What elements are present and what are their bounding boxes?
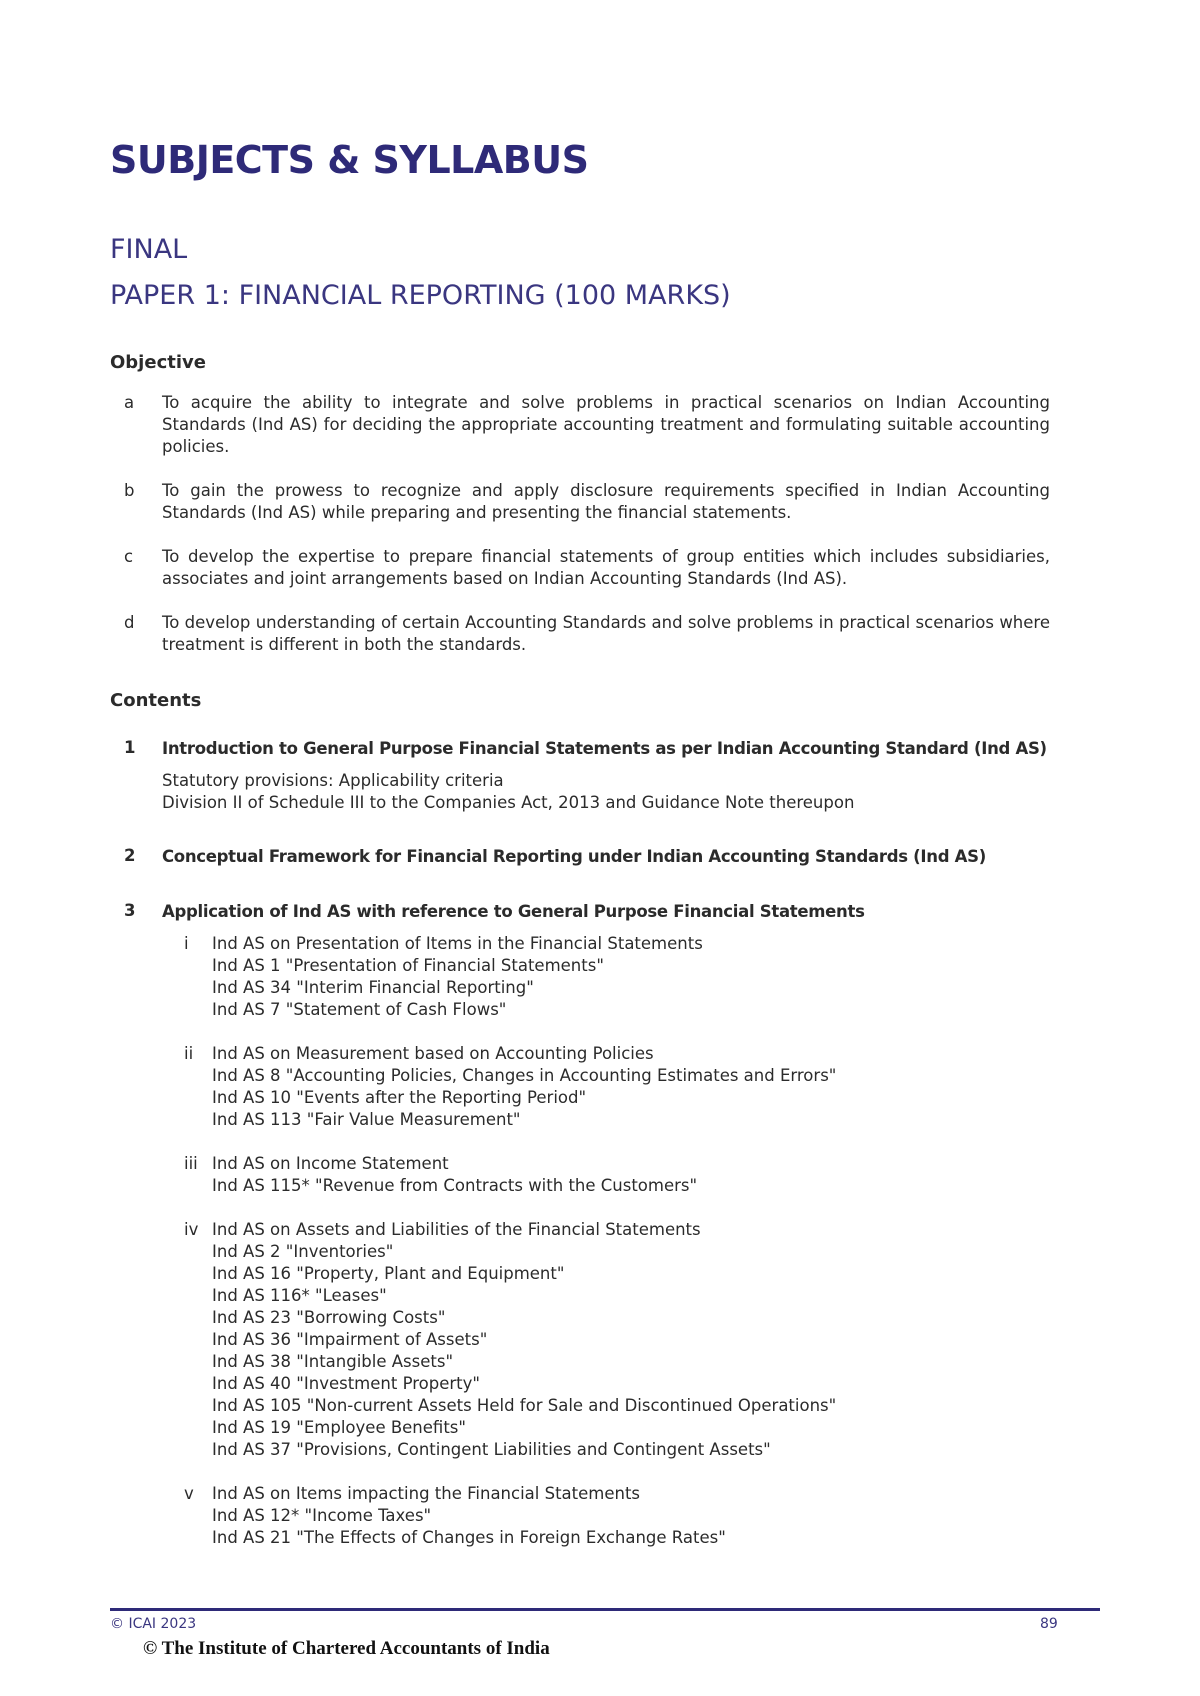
subsection-line: Ind AS 21 "The Effects of Changes in Foreign Exchange Rates" <box>212 1528 726 1547</box>
subsection-line: Ind AS 23 "Borrowing Costs" <box>212 1308 446 1327</box>
subsection-line: Ind AS 115* "Revenue from Contracts with the Customers" <box>212 1176 698 1195</box>
contents-number: 1 <box>124 738 136 757</box>
subsection-line: Ind AS 37 "Provisions, Contingent Liabilities and Contingent Assets" <box>212 1440 771 1459</box>
contents-lines <box>162 770 1110 814</box>
subsection-numeral: iii <box>184 1154 198 1173</box>
subsection-line: Ind AS 38 "Intangible Assets" <box>212 1352 454 1371</box>
contents-item <box>110 738 1110 814</box>
objective-text: To develop understanding of certain Accounting Standards and solve problems in practical scenarios where treatment is different in both the standards. <box>162 613 1050 654</box>
subsection-numeral: ii <box>184 1044 194 1063</box>
contents-title: Introduction to General Purpose Financial Statements as per Indian Accounting Standard (Ind AS) <box>162 739 1047 758</box>
paper-heading: PAPER 1: FINANCIAL REPORTING (100 MARKS) <box>110 280 731 311</box>
objective-text: To acquire the ability to integrate and solve problems in practical scenarios on Indian Accounting Standards (Ind AS) for deciding the appropriate accounting treatment and formulating suitable accounting policies. <box>162 393 1050 456</box>
subsection <box>110 1219 1010 1461</box>
contents-number: 3 <box>124 901 136 920</box>
contents-heading: Contents <box>110 690 202 711</box>
subsection <box>110 1483 1010 1549</box>
subsection-line: Ind AS 19 "Employee Benefits" <box>212 1418 466 1437</box>
objective-item <box>110 546 1050 590</box>
objective-letter: a <box>124 393 135 412</box>
contents-title: Application of Ind AS with reference to General Purpose Financial Statements <box>162 902 865 921</box>
subsection-line: Ind AS on Income Statement <box>212 1154 449 1173</box>
subsection <box>110 1153 1010 1197</box>
objective-item <box>110 612 1050 656</box>
subsection-line: Ind AS 12* "Income Taxes" <box>212 1506 432 1525</box>
subsection-line: Ind AS 40 "Investment Property" <box>212 1374 480 1393</box>
subsection-lines <box>212 933 1010 1021</box>
subsection-line: Ind AS on Assets and Liabilities of the Financial Statements <box>212 1220 701 1239</box>
subsection-line: Ind AS 116* "Leases" <box>212 1286 387 1305</box>
objective-letter: c <box>124 547 134 566</box>
objective-letter: b <box>124 481 135 500</box>
subsection-line: Ind AS 7 "Statement of Cash Flows" <box>212 1000 507 1019</box>
subsection-lines <box>212 1153 1010 1197</box>
objective-item <box>110 480 1050 524</box>
subsection-lines <box>212 1043 1010 1131</box>
footer-divider <box>110 1608 1100 1611</box>
contents-item <box>110 846 1110 868</box>
contents-line: Division II of Schedule III to the Companies Act, 2013 and Guidance Note thereupon <box>162 793 855 812</box>
objective-item <box>110 392 1050 458</box>
subsection-line: Ind AS 34 "Interim Financial Reporting" <box>212 978 534 997</box>
contents-item <box>110 901 1110 923</box>
subsection-lines <box>212 1483 1010 1549</box>
subsection <box>110 933 1010 1021</box>
subsection-numeral: v <box>184 1484 194 1503</box>
contents-line: Statutory provisions: Applicability criteria <box>162 771 504 790</box>
objective-list <box>110 392 1050 678</box>
subsection-line: Ind AS on Items impacting the Financial Statements <box>212 1484 641 1503</box>
subsection <box>110 1043 1010 1131</box>
subsection-line: Ind AS on Presentation of Items in the Financial Statements <box>212 934 703 953</box>
footer-copyright: © ICAI 2023 <box>110 1616 197 1632</box>
subsection-numeral: i <box>184 934 189 953</box>
objective-letter: d <box>124 613 135 632</box>
page-number: 89 <box>1040 1616 1058 1632</box>
subsection-line: Ind AS 8 "Accounting Policies, Changes in Accounting Estimates and Errors" <box>212 1066 837 1085</box>
subsection-lines <box>212 1219 1010 1461</box>
subsection-line: Ind AS 113 "Fair Value Measurement" <box>212 1110 521 1129</box>
objective-text: To develop the expertise to prepare financial statements of group entities which includes subsidiaries, associates and joint arrangements based on Indian Accounting Standards (Ind AS). <box>162 547 1050 588</box>
contents-title: Conceptual Framework for Financial Reporting under Indian Accounting Standards (Ind AS) <box>162 847 986 866</box>
level-heading: FINAL <box>110 234 188 265</box>
subsection-line: Ind AS 36 "Impairment of Assets" <box>212 1330 488 1349</box>
contents-number: 2 <box>124 846 136 865</box>
subsection-numeral: iv <box>184 1220 199 1239</box>
objective-heading: Objective <box>110 352 206 373</box>
subsection-line: Ind AS 2 "Inventories" <box>212 1242 394 1261</box>
page-title: SUBJECTS & SYLLABUS <box>110 138 589 182</box>
subsection-line: Ind AS 10 "Events after the Reporting Period" <box>212 1088 587 1107</box>
objective-text: To gain the prowess to recognize and apply disclosure requirements specified in Indian Accounting Standards (Ind AS) while preparing and presenting the financial statements. <box>162 481 1050 522</box>
subsection-line: Ind AS 105 "Non-current Assets Held for Sale and Discontinued Operations" <box>212 1396 837 1415</box>
footer-institute: © The Institute of Chartered Accountants of India <box>143 1638 550 1659</box>
subsection-line: Ind AS 1 "Presentation of Financial Statements" <box>212 956 604 975</box>
subsection-line: Ind AS on Measurement based on Accounting Policies <box>212 1044 654 1063</box>
subsection-line: Ind AS 16 "Property, Plant and Equipment" <box>212 1264 565 1283</box>
